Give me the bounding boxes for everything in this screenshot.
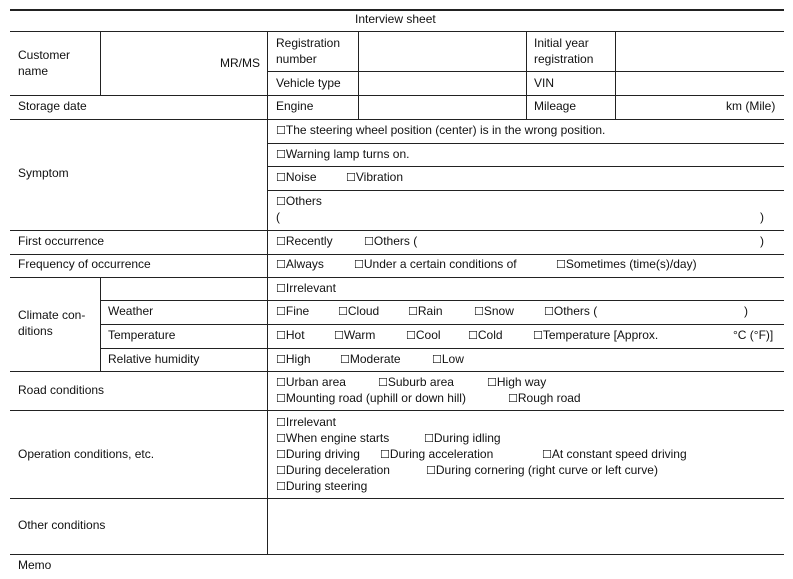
column-divider <box>100 31 101 95</box>
checkbox-icon: ☐ <box>406 329 416 342</box>
checkbox-icon: ☐ <box>276 148 286 161</box>
option-label: Others ( <box>553 304 598 318</box>
frequency-option-sometimes[interactable] <box>556 257 697 272</box>
option-label: During idling <box>433 431 501 445</box>
checkbox-icon: ☐ <box>468 329 478 342</box>
road-option-highway[interactable] <box>487 375 546 390</box>
operation-option-deceleration[interactable] <box>276 463 390 478</box>
symptom-option-noise[interactable] <box>276 170 317 185</box>
road-option-urban[interactable] <box>276 375 346 390</box>
checkbox-icon: ☐ <box>346 171 356 184</box>
checkbox-icon: ☐ <box>408 305 418 318</box>
option-label: Suburb area <box>387 375 454 389</box>
customer-label: Customer <box>18 48 71 62</box>
temperature-option-approx[interactable] <box>533 328 658 343</box>
temperature-option-cool[interactable] <box>406 328 441 343</box>
option-label: At constant speed driving <box>551 447 687 461</box>
option-label: Rain <box>417 304 443 318</box>
weather-label: Weather <box>108 304 154 318</box>
symptom-label: Symptom <box>18 166 69 180</box>
symptom-option-steering[interactable] <box>276 123 605 138</box>
option-label: Sometimes (time(s)/day) <box>565 257 697 271</box>
row-divider <box>268 166 784 167</box>
mileage-label: Mileage <box>534 99 577 113</box>
option-label: Warm <box>343 328 376 342</box>
checkbox-icon: ☐ <box>276 432 286 445</box>
row-divider <box>10 254 784 255</box>
checkbox-icon: ☐ <box>487 376 497 389</box>
climate-option-irrelevant[interactable] <box>276 281 336 296</box>
checkbox-icon: ☐ <box>426 464 436 477</box>
checkbox-icon: ☐ <box>508 392 518 405</box>
weather-option-rain[interactable] <box>408 304 443 319</box>
option-label: During driving <box>285 447 360 461</box>
row-divider <box>10 371 784 372</box>
humidity-option-moderate[interactable] <box>340 352 401 367</box>
option-label: Snow <box>483 304 514 318</box>
checkbox-icon: ☐ <box>340 353 350 366</box>
temperature-option-warm[interactable] <box>334 328 375 343</box>
weather-option-snow[interactable] <box>474 304 514 319</box>
registration-label: Registration <box>276 36 341 50</box>
paren-open: ( <box>276 210 280 224</box>
checkbox-icon: ☐ <box>542 448 552 461</box>
option-label: High way <box>496 375 547 389</box>
option-label: Irrelevant <box>285 281 336 295</box>
row-divider <box>100 348 784 349</box>
checkbox-icon: ☐ <box>378 376 388 389</box>
road-option-suburb[interactable] <box>378 375 454 390</box>
checkbox-icon: ☐ <box>276 305 286 318</box>
option-label: Cool <box>415 328 441 342</box>
row-divider <box>268 143 784 144</box>
checkbox-icon: ☐ <box>533 329 543 342</box>
engine-label: Engine <box>276 99 314 113</box>
row-divider <box>10 498 784 499</box>
vin-label: VIN <box>534 76 555 90</box>
other-conditions-label: Other conditions <box>18 518 106 532</box>
checkbox-icon: ☐ <box>276 353 286 366</box>
option-label: During cornering (right curve or left curve) <box>435 463 658 477</box>
column-divider <box>526 31 527 119</box>
checkbox-icon: ☐ <box>364 235 374 248</box>
paren-close: ) <box>760 210 764 224</box>
option-label: Rough road <box>517 391 581 405</box>
option-label: Under a certain conditions of <box>363 257 517 271</box>
row-divider <box>10 95 784 96</box>
option-label: Vibration <box>355 170 404 184</box>
road-conditions-label: Road conditions <box>18 383 105 397</box>
first-occurrence-label: First occurrence <box>18 234 105 248</box>
first-option-others[interactable] <box>364 234 417 249</box>
option-label: Noise <box>285 170 317 184</box>
option-label: The steering wheel position (center) is in the wrong position. <box>285 123 606 137</box>
road-option-rough[interactable] <box>508 391 581 406</box>
option-label: Warning lamp turns on. <box>285 147 410 161</box>
checkbox-icon: ☐ <box>276 124 286 137</box>
checkbox-icon: ☐ <box>276 282 286 295</box>
option-label: Low <box>441 352 464 366</box>
column-divider <box>615 31 616 119</box>
symptom-option-vibration[interactable] <box>346 170 403 185</box>
temperature-unit: °C (°F)] <box>733 328 774 342</box>
operation-option-steering[interactable] <box>276 479 367 494</box>
column-divider <box>267 31 268 555</box>
humidity-option-low[interactable] <box>432 352 464 367</box>
row-divider <box>268 190 784 191</box>
checkbox-icon: ☐ <box>276 329 286 342</box>
temperature-option-cold[interactable] <box>468 328 503 343</box>
option-label: Temperature [Approx. <box>542 328 659 342</box>
option-label: When engine starts <box>285 431 390 445</box>
option-label: Irrelevant <box>285 415 336 429</box>
weather-option-fine[interactable] <box>276 304 309 319</box>
row-divider <box>10 554 784 555</box>
row-divider <box>10 410 784 411</box>
operation-option-engine-starts[interactable] <box>276 431 389 446</box>
first-option-recently[interactable] <box>276 234 333 249</box>
option-label: Cold <box>477 328 503 342</box>
weather-option-cloud[interactable] <box>338 304 379 319</box>
checkbox-icon: ☐ <box>424 432 434 445</box>
column-divider <box>358 31 359 119</box>
weather-option-others[interactable] <box>544 304 597 319</box>
checkbox-icon: ☐ <box>276 448 286 461</box>
temperature-label: Temperature <box>108 328 176 342</box>
initial-year-label: registration <box>534 52 594 66</box>
row-divider <box>100 300 784 301</box>
checkbox-icon: ☐ <box>334 329 344 342</box>
option-label: Fine <box>285 304 310 318</box>
option-label: Cloud <box>347 304 380 318</box>
operation-conditions-label: Operation conditions, etc. <box>18 447 155 461</box>
road-option-mounting[interactable] <box>276 391 466 406</box>
row-divider <box>10 230 784 231</box>
operation-option-idling[interactable] <box>424 431 501 446</box>
mr-ms-label: MR/MS <box>220 56 260 70</box>
checkbox-icon: ☐ <box>544 305 554 318</box>
checkbox-icon: ☐ <box>276 258 286 271</box>
checkbox-icon: ☐ <box>276 195 286 208</box>
registration-label: number <box>276 52 317 66</box>
frequency-label: Frequency of occurrence <box>18 257 151 271</box>
checkbox-icon: ☐ <box>276 392 286 405</box>
sheet-title: Interview sheet <box>355 12 436 26</box>
option-label: Always <box>285 257 324 271</box>
option-label: Others <box>285 194 322 208</box>
checkbox-icon: ☐ <box>556 258 566 271</box>
option-label: Others ( <box>373 234 418 248</box>
option-label: During deceleration <box>285 463 390 477</box>
option-label: Hot <box>285 328 305 342</box>
option-label: High <box>285 352 311 366</box>
climate-label: ditions <box>18 324 53 338</box>
operation-option-cornering[interactable] <box>426 463 658 478</box>
top-border <box>10 9 784 11</box>
operation-option-constant[interactable] <box>542 447 687 462</box>
storage-date-label: Storage date <box>18 99 87 113</box>
temperature-option-hot[interactable] <box>276 328 305 343</box>
humidity-option-high[interactable] <box>276 352 311 367</box>
option-label: During steering <box>285 479 368 493</box>
operation-option-acceleration[interactable] <box>380 447 493 462</box>
memo-label: Memo <box>18 558 52 572</box>
option-label: Urban area <box>285 375 346 389</box>
vehicle-type-label: Vehicle type <box>276 76 341 90</box>
checkbox-icon: ☐ <box>276 480 286 493</box>
operation-option-driving[interactable] <box>276 447 360 462</box>
checkbox-icon: ☐ <box>380 448 390 461</box>
operation-option-irrelevant[interactable] <box>276 415 336 430</box>
km-mile-label: km (Mile) <box>726 99 776 113</box>
climate-label: Climate con- <box>18 308 86 322</box>
checkbox-icon: ☐ <box>276 416 286 429</box>
row-divider <box>10 277 784 278</box>
customer-label: name <box>18 64 49 78</box>
checkbox-icon: ☐ <box>276 464 286 477</box>
symptom-option-others[interactable] <box>276 194 322 209</box>
option-label: During acceleration <box>389 447 494 461</box>
symptom-option-warning[interactable] <box>276 147 409 162</box>
frequency-option-always[interactable] <box>276 257 324 272</box>
row-divider <box>100 324 784 325</box>
humidity-label: Relative humidity <box>108 352 200 366</box>
paren-close: ) <box>744 304 748 318</box>
column-divider <box>100 277 101 371</box>
checkbox-icon: ☐ <box>338 305 348 318</box>
option-label: Recently <box>285 234 333 248</box>
row-divider <box>10 31 784 32</box>
checkbox-icon: ☐ <box>276 235 286 248</box>
row-divider <box>10 119 784 120</box>
checkbox-icon: ☐ <box>354 258 364 271</box>
frequency-option-certain[interactable] <box>354 257 517 272</box>
checkbox-icon: ☐ <box>276 171 286 184</box>
paren-close: ) <box>760 234 764 248</box>
checkbox-icon: ☐ <box>432 353 442 366</box>
option-label: Mounting road (uphill or down hill) <box>285 391 466 405</box>
option-label: Moderate <box>349 352 401 366</box>
checkbox-icon: ☐ <box>474 305 484 318</box>
initial-year-label: Initial year <box>534 36 589 50</box>
checkbox-icon: ☐ <box>276 376 286 389</box>
